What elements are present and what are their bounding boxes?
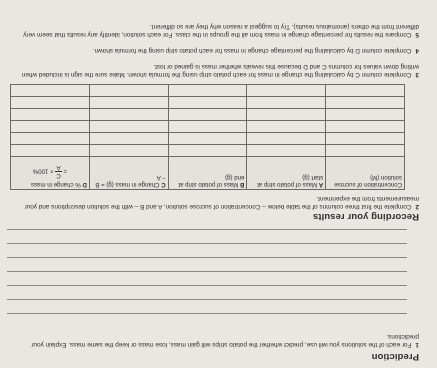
table-cell[interactable] (11, 97, 90, 109)
table-row (11, 133, 405, 145)
question-2-text: Complete the first three columns of the table below – Concentration of sucrose solution, A and B – with the solution descriptions and your measurements from the experiment. (24, 194, 419, 210)
table-cell[interactable] (89, 85, 168, 97)
col-b-header: B Mass of potato strip at end (g) (168, 157, 247, 190)
question-5-text: Compare the results for percentage change in mass from all the groups in the class. For each solution, identify any results that seem very different from the others (anomalous results). Try to suggest a reason why they are so different. (23, 22, 419, 38)
table-cell[interactable] (11, 133, 90, 145)
col-a-header: A Mass of potato strip at start (g) (247, 157, 326, 190)
col-concentration-header: Concentration of sucrose solution (M) (326, 157, 405, 190)
question-4 (7, 46, 419, 54)
question-3-number: 3 (415, 71, 419, 78)
answer-line[interactable] (7, 299, 407, 300)
table-cell[interactable] (11, 121, 90, 133)
question-1 (7, 331, 419, 348)
answer-line[interactable] (7, 271, 407, 272)
question-3-text: Complete column C by calculating the change in mass for each potato strip using the formula shown. Make sure the sign is included when writing down values for columns C and D because this reveals whether mass is gained or lost. (21, 62, 419, 78)
question-2 (7, 193, 419, 210)
question-2-number: 2 (415, 203, 419, 210)
table-row (11, 121, 405, 133)
table-cell[interactable] (326, 145, 405, 157)
table-row (11, 145, 405, 157)
answer-line[interactable] (7, 243, 407, 244)
table-header-row (11, 157, 405, 190)
table-cell[interactable] (89, 145, 168, 157)
results-table (10, 84, 405, 190)
percent-formula: = C A × 100% (32, 163, 68, 179)
question-5 (7, 21, 419, 38)
question-1-number: 1 (415, 341, 419, 348)
question-4-number: 4 (415, 47, 419, 54)
table-cell[interactable] (168, 121, 247, 133)
table-cell[interactable] (11, 109, 90, 121)
table-cell[interactable] (11, 145, 90, 157)
question-5-number: 5 (415, 31, 419, 38)
table-cell[interactable] (168, 145, 247, 157)
table-cell[interactable] (89, 121, 168, 133)
prediction-heading: Prediction (371, 351, 419, 362)
formula-fraction: C A (56, 163, 61, 179)
table-row (11, 109, 405, 121)
table-cell[interactable] (326, 85, 405, 97)
table-cell[interactable] (326, 109, 405, 121)
table-cell[interactable] (168, 133, 247, 145)
question-1-text: For each of the solutions you will use, predict whether the potato strips will gain mass, lose mass or keep the same mass. Explain your predictions. (31, 332, 419, 348)
table-cell[interactable] (168, 85, 247, 97)
col-c-header: C Change in mass (g) = B − A (89, 157, 168, 190)
table-cell[interactable] (326, 121, 405, 133)
answer-line[interactable] (7, 257, 407, 258)
table-cell[interactable] (247, 121, 326, 133)
table-row (11, 85, 405, 97)
table-cell[interactable] (11, 85, 90, 97)
answer-line[interactable] (7, 229, 407, 230)
table-cell[interactable] (247, 97, 326, 109)
table-cell[interactable] (247, 109, 326, 121)
recording-heading: Recording your results (312, 211, 419, 222)
question-4-text: Complete column D by calculating the percentage change in mass for each potato strip using the formula shown. (92, 47, 412, 54)
answer-line[interactable] (7, 285, 407, 286)
table-cell[interactable] (326, 133, 405, 145)
table-cell[interactable] (168, 97, 247, 109)
table-cell[interactable] (89, 97, 168, 109)
table-cell[interactable] (247, 85, 326, 97)
table-cell[interactable] (168, 109, 247, 121)
answer-line[interactable] (7, 313, 407, 314)
table-cell[interactable] (247, 145, 326, 157)
col-d-header: D % change in mass = C A × 100% (11, 157, 90, 190)
table-cell[interactable] (247, 133, 326, 145)
table-cell[interactable] (89, 109, 168, 121)
table-body (11, 85, 405, 157)
table-cell[interactable] (326, 97, 405, 109)
table-row (11, 97, 405, 109)
question-3 (7, 61, 419, 78)
table-cell[interactable] (89, 133, 168, 145)
